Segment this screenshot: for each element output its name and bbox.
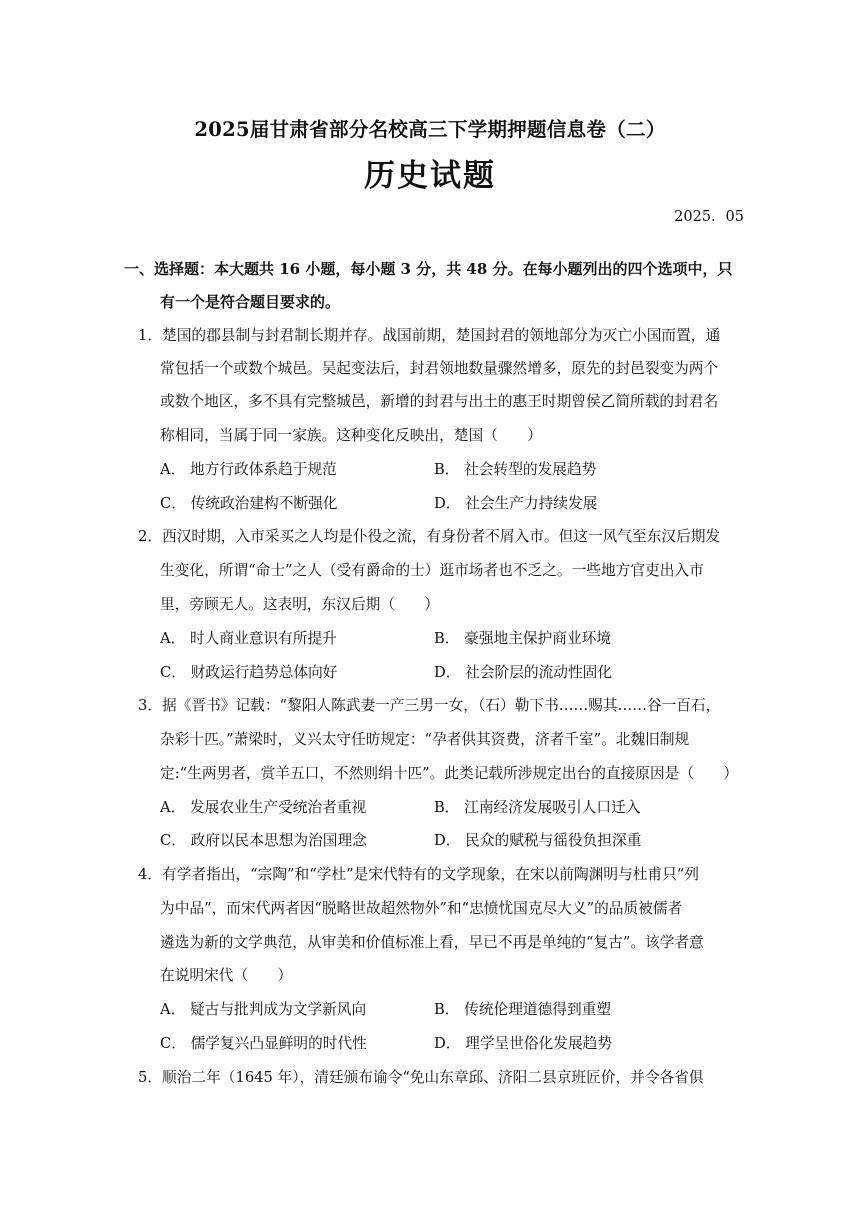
exam-title: 2025届甘肃省部分名校高三下学期押题信息卷（二）	[194, 118, 666, 141]
question-4-option-d: D． 理学呈世俗化发展趋势	[434, 1035, 613, 1052]
question-5-line-1: 5．顺治二年（1645 年），清廷颁布谕令“免山东章邱、济阳二县京班匠价，并令各省俱	[138, 1069, 704, 1086]
question-2-option-a: A． 时人商业意识有所提升	[160, 630, 337, 647]
question-2-line-1: 2．西汉时期，入市采买之人均是仆役之流，有身份者不屑入市。但这一风气至东汉后期发	[138, 528, 721, 545]
question-3-option-c: C． 政府以民本思想为治国理念	[160, 832, 367, 849]
subject-title: 历史试题	[364, 158, 496, 194]
section-heading-line-1: 一、选择题：本大题共 16 小题，每小题 3 分，共 48 分。在每小题列出的四个选项中，只	[124, 260, 733, 278]
question-1-line-1: 1．楚国的郡县制与封君制长期并存。战国前期，楚国封君的领地部分为灭亡小国而置，通	[138, 327, 721, 344]
question-2-option-d: D． 社会阶层的流动性固化	[434, 664, 613, 681]
question-4-line-4: 在说明宋代（ ）	[160, 967, 293, 984]
question-2-line-2: 生变化，所谓“命士”之人（受有爵命的士）逛市场者也不乏之。一些地方官吏出入市	[160, 562, 704, 579]
question-3-line-3: 定:“生两男者，赏羊五口，不然则绢十匹”。此类记载所涉规定出台的直接原因是（ ）	[160, 765, 739, 782]
question-2-line-3: 里，旁顾无人。这表明，东汉后期（ ）	[160, 596, 440, 613]
question-1-line-4: 称相同，当属于同一家族。这种变化反映出，楚国（ ）	[160, 427, 542, 444]
question-4-option-c: C． 儒学复兴凸显鲜明的时代性	[160, 1035, 367, 1052]
question-3-option-b: B． 江南经济发展吸引人口迁入	[434, 799, 641, 816]
section-heading-line-2: 有一个是符合题目要求的。	[160, 293, 341, 311]
exam-date: 2025．05	[674, 209, 744, 225]
question-1-option-c: C． 传统政治建构不断强化	[160, 495, 338, 512]
question-3-option-a: A． 发展农业生产受统治者重视	[160, 799, 367, 816]
question-2-option-c: C． 财政运行趋势总体向好	[160, 664, 338, 681]
question-1-line-3: 或数个地区，多不具有完整城邑，新增的封君与出土的惠王时期曾侯乙简所载的封君名	[160, 393, 719, 410]
question-4-line-2: 为中品”，而宋代两者因“脱略世故超然物外”和“忠愤忧国克尽大义”的品质被儒者	[160, 900, 683, 917]
question-1-option-a: A． 地方行政体系趋于规范	[160, 461, 337, 478]
question-3-line-2: 杂彩十匹。”萧梁时，义兴太守任昉规定：“孕者供其资费，济者千室”。北魏旧制规	[160, 731, 690, 748]
question-4-line-1: 4．有学者指出，“宗陶”和“学杜”是宋代特有的文学现象，在宋以前陶渊明与杜甫只“列	[138, 866, 699, 883]
question-3-line-1: 3．据《晋书》记载：“黎阳人陈武妻一产三男一女，（石）勒下书……赐其……谷一百石，	[138, 697, 721, 714]
question-1-option-d: D． 社会生产力持续发展	[434, 495, 598, 512]
question-1-option-b: B． 社会转型的发展趋势	[434, 461, 597, 478]
question-4-option-b: B． 传统伦理道德得到重塑	[434, 1001, 612, 1018]
question-4-line-3: 遴选为新的文学典范，从审美和价值标准上看，早已不再是单纯的“复古”。该学者意	[160, 934, 704, 951]
question-2-option-b: B． 豪强地主保护商业环境	[434, 630, 612, 647]
question-1-line-2: 常包括一个或数个城邑。吴起变法后，封君领地数量骤然增多，原先的封邑裂变为两个	[160, 360, 719, 377]
question-3-option-d: D． 民众的赋税与徭役负担深重	[434, 832, 642, 849]
question-4-option-a: A． 疑古与批判成为文学新风向	[160, 1001, 367, 1018]
